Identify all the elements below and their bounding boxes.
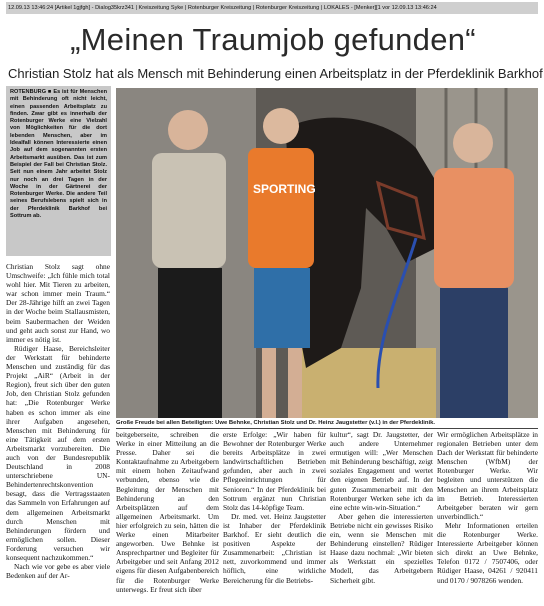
person-middle-leg [288,348,302,418]
article-headline: „Meinen Traumjob gefunden“ [70,22,476,57]
body-column-2 [223,430,326,602]
shirt-print: SPORTING [253,182,316,196]
article-photo [116,88,538,418]
body-column-1 [116,430,219,602]
left-paragraph: Christian Stolz sagt ohne Umschweife: „Ich fühle mich total wohl hier. Mit Tieren zu arbeiten, war schon immer mein Traum.“ Der 28-Jährige hilft an zwei Tagen in der Woche beim Stallausmisten, beim Saubermachen der Weiden und geht auch sonst zur Hand, wo immer es nötig ist. [6,262,110,344]
person-middle-head [263,108,299,144]
column-paragraph: Wir ermöglichen Arbeitsplätze in regionalen Betrieben unter dem Dach der Werkstatt für behinderte Menschen (WfbM) der Rotenburger Werke. Wir begleiten und unterstützen die Menschen an ihrem Arbeitsplatz im Betrieb. Interessierten Arbeitgeber beraten wir gern unverbindlich.“ [437,430,538,521]
left-paragraph: Rüdiger Haase, Bereichsleiter der Werkstatt für behinderte Menschen und zuständig für das Projekt „AiR“ (Arbeit in der Region), freut sich über den guten Job, den Christian Stolz gefunden hat: „Die Rotenburger Werke haben es schon immer als eine ihrer Aufgaben angesehen, Menschen mit Behinderung für eine Tätigkeit auf dem ersten Arbeitsmarkt vorzubereiten. Die auch von der Bundesrepublik Deutschland in 2008 unterschriebene UN-Behindertenrechtskonvention besagt, dass die Vertragsstaaten das Sammeln von Erfahrungen auf dem allgemeinen Arbeitsmarkt durch Menschen mit Behinderungen fördern und ermöglichen sollen. Dieser Forderung versuchen wir konsequent nachzukommen.“ [6,343,110,562]
left-paragraph: Nach wie vor gebe es aber viele Bedenken auf der Ar- [6,562,110,581]
print-header-bar [6,2,538,14]
person-middle-shorts [254,268,310,348]
column-paragraph: Dr. med. vet. Heinz Jaugstetter ist Inhaber der Pferdeklinik Barkhof. Er sieht deutlich die positiven Aspekte der Zusammenarbeit: „Christian ist nett, zuvorkommend und immer höflich, eine wirkliche Bereicherung für die Betriebs- [223,511,326,585]
person-right-head [453,123,493,163]
caption-divider [116,428,538,429]
column-paragraph: erste Erfolge: „Wir haben für Bewohner der Rotenburger Werke bereits Arbeitsplätze in zwei landwirtschaftlichen Betrieben gefunden, aber auch in zwei Pflegeeinrichtungen für Senioren.“ In der Pferdeklinik bei Sottrum ergänzt nun Christian Stolz das 14-köpfige Team. [223,430,326,512]
column-paragraph: kultur“, sagt Dr. Jaugstetter, der auch andere Unternehmer ermutigen will: „Wer Menschen mit Behinderung beschäftigt, zeigt soziales Engagement und wertet den eigenen Betrieb auf. In der guten Zusammenarbeit mit den Rotenburger Werken sehe ich da eine echte win-win-Situation.“ [330,430,433,512]
intro-text: ■ Es ist für Menschen mit Behinderung oft nicht leicht, einen passenden Arbeitsplatz zu finden. Zwar gibt es innerhalb der Rotenburger Werke eine Vielzahl von Möglichkeiten für die dort lebenden Menschen, aber im Idealfall können Interessierte einen Job auf dem sogenannten ersten Arbeitsmarkt ausüben. Das ist zum Beispiel der Fall bei Christian Stolz. Seit nun einem Jahr arbeitet Stolz nur noch an drei Tagen in der Woche in der Gärtnerei der Rotenburger Werke. Die andere Teil seines Berufslebens spielt sich in der Pferdeklinik Barkhof bei Sottrum ab. [10,89,107,220]
left-column [6,262,110,602]
column-paragraph: Aber gehen die interessierten Betriebe nicht ein gewisses Risiko ein, wenn sie Menschen mit Behinderung einstellen? Rüdiger Haase dazu nochmal: „Wir bieten als Werkstatt ein spezielles Modell, das Arbeitgebern Sicherheit gibt. [330,511,433,585]
column-paragraph: Mehr Informationen erteilen die Rotenburger Werke. Interessierte Arbeitgeber können sich direkt an Uwe Behnke, Telefon 0172 / 7507406, oder Rüdiger Haase, 04261 / 920411 und 0170 / 9078266 wenden. [437,520,538,585]
photo-caption: Große Freude bei allen Beteiligten: Uwe Behnke, Christian Stolz und Dr. Heinz Jaugstetter (v.l.) in der Pferdeklinik. [116,420,436,426]
person-right-shirt [434,168,514,288]
person-left-trousers [158,268,222,418]
column-paragraph: beitgeberseite, schreiben die Werke in einer Mitteilung an die Presse. Daher sei die Kontaktaufnahme zu Arbeitgebern mit einem hohen Zeitaufwand verbunden, ebenso wie die Begleitung der Menschen mit Behinderung an den Arbeitsplätzen auf dem allgemeinen Arbeitsmarkt. Um hier erfolgreich zu sein, hätten die Werke einen Mitarbeiter angeworben. Uwe Behnke ist Ansprechpartner und Begleiter für Arbeitgeber und seit Anfang 2012 eigens für diesen Aufgabenbereich für die Rotenburger Werke unterwegs. Er freut sich über [116,430,219,594]
person-right-jeans [440,288,508,418]
photo-illustration [116,88,538,418]
person-left-head [168,110,208,150]
body-column-3 [330,430,433,602]
intro-box [6,86,111,256]
article-subheadline: Christian Stolz hat als Mensch mit Behinderung einen Arbeitsplatz in der Pferdeklinik Barkhof [8,66,543,81]
print-header-text: 12.09.13 13:46:24 [Artikel 1gjfgh] - Dialog35krz341 | Kreiszeitung Syke | Rotenburger Kreiszeitung | Rotenburger Kreiszeitung | LOKALES - [Menker][1 vor 12.09.13 13:46:24 [8,5,437,11]
person-middle-shirt [248,148,314,268]
person-middle-leg [262,348,276,418]
person-left-shirt [152,153,226,268]
dateline: ROTENBURG [10,89,47,95]
body-column-4 [437,430,538,602]
